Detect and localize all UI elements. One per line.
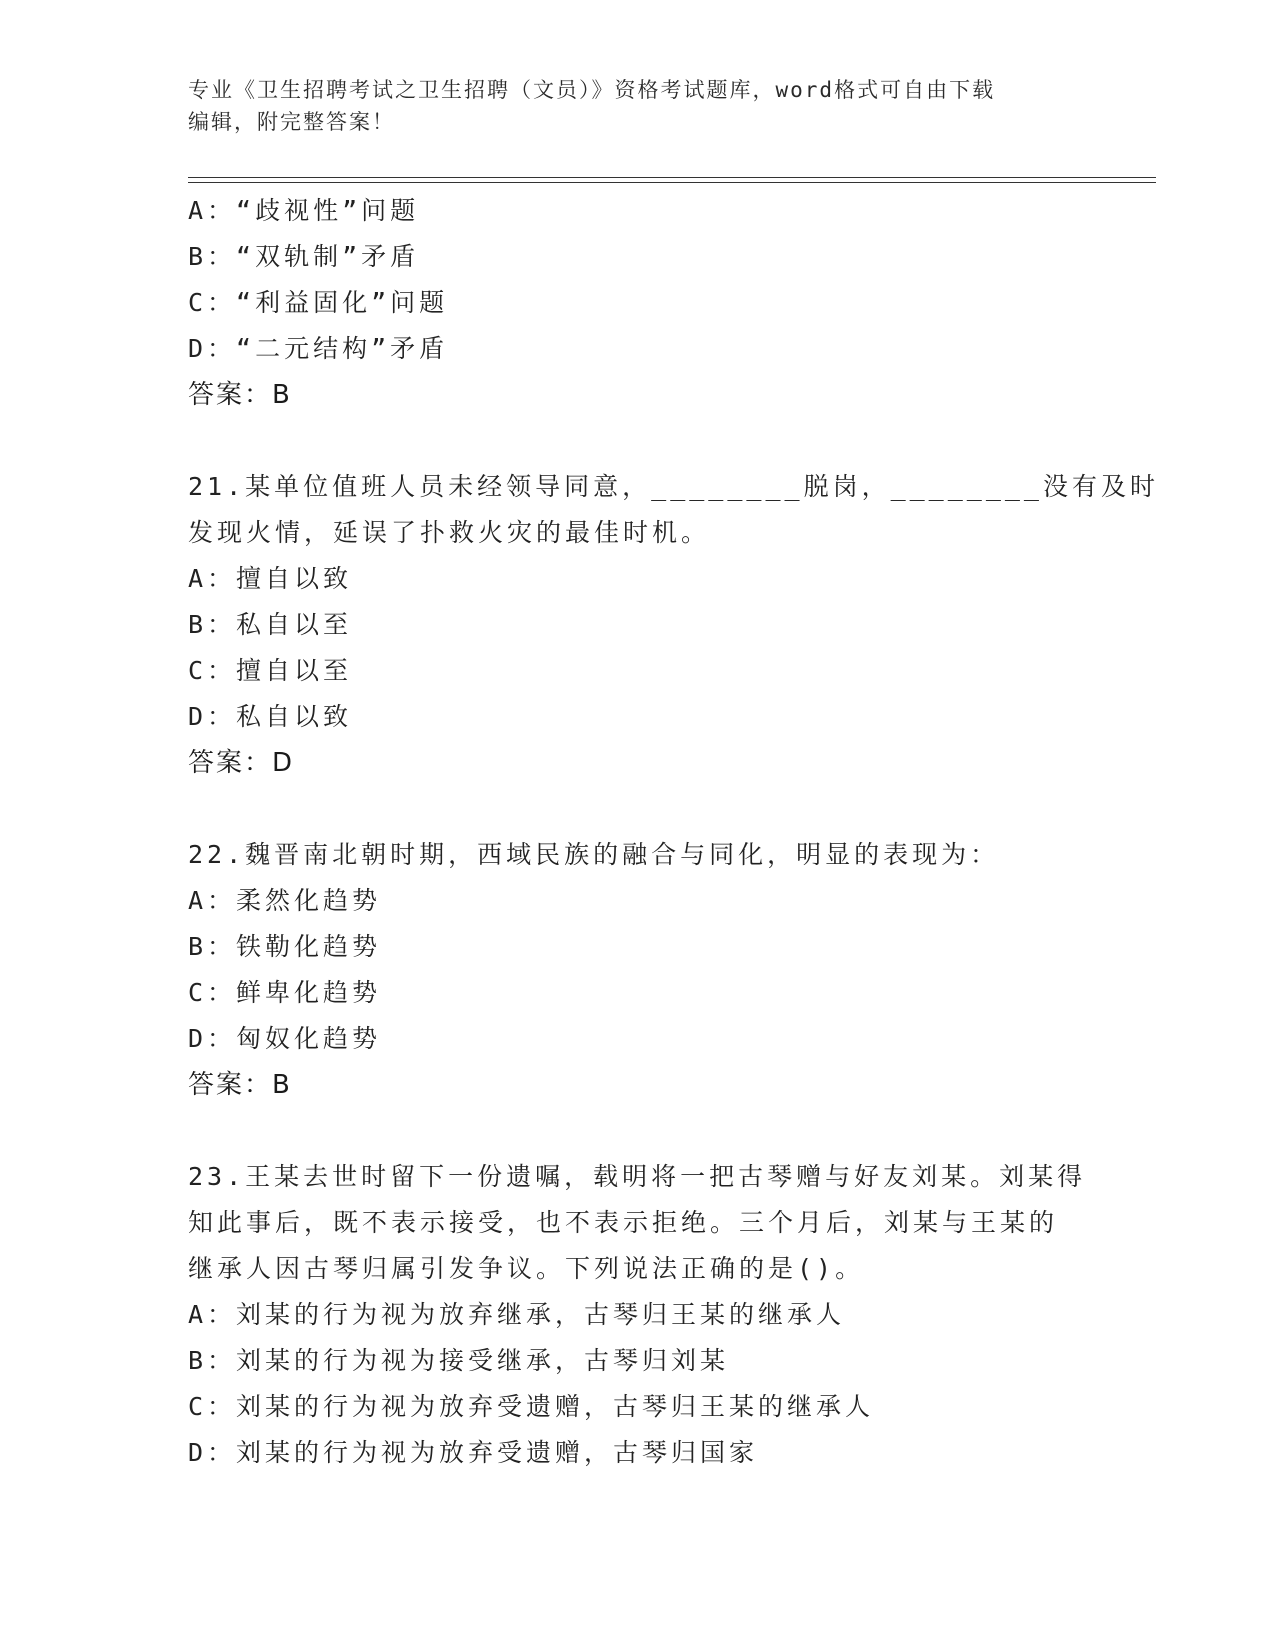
- header-line-2: 编辑，附完整答案！: [188, 110, 395, 134]
- option-c: C：擅自以至: [188, 656, 353, 685]
- option-b: B：刘某的行为视为接受继承，古琴归刘某: [188, 1346, 730, 1375]
- question-stem-line: 发现火情，延误了扑救火灾的最佳时机。: [188, 518, 711, 547]
- option-c: C：“利益固化”问题: [188, 288, 449, 317]
- question-list: [188, 188, 1159, 1476]
- option-a: A：擅自以致: [188, 564, 353, 593]
- answer-line: 答案：D: [188, 748, 295, 778]
- question-stem-line: 继承人因古琴归属引发争议。下列说法正确的是()。: [188, 1254, 865, 1283]
- spacer: [188, 1108, 1088, 1154]
- question-20-continued: [188, 188, 1088, 418]
- question-stem-line: 23.王某去世时留下一份遗嘱，载明将一把古琴赠与好友刘某。刘某得: [188, 1162, 1087, 1191]
- question-22: [188, 832, 1088, 1108]
- option-b: B：铁勒化趋势: [188, 932, 382, 961]
- option-a: A：刘某的行为视为放弃继承，古琴归王某的继承人: [188, 1300, 846, 1329]
- option-b: B：“双轨制”矛盾: [188, 242, 420, 271]
- option-d: D：匈奴化趋势: [188, 1024, 382, 1053]
- option-d: D：私自以致: [188, 702, 353, 731]
- question-stem-line: 21.某单位值班人员未经领导同意，________脱岗，________没有及时: [188, 472, 1159, 501]
- answer-line: 答案：B: [188, 1070, 292, 1100]
- question-stem-line: 知此事后，既不表示接受，也不表示拒绝。三个月后，刘某与王某的: [188, 1208, 1059, 1237]
- option-b: B：私自以至: [188, 610, 353, 639]
- option-c: C：刘某的行为视为放弃受遗赠，古琴归王某的继承人: [188, 1392, 875, 1421]
- header-divider-top: [188, 177, 1156, 178]
- spacer: [188, 786, 1088, 832]
- spacer: [188, 418, 1088, 464]
- document-header: [188, 74, 1088, 138]
- question-23: [188, 1154, 1088, 1476]
- option-d: D：“二元结构”矛盾: [188, 334, 449, 363]
- question-stem-line: 22.魏晋南北朝时期，西域民族的融合与同化，明显的表现为：: [188, 840, 1000, 869]
- header-divider-bottom: [188, 182, 1156, 183]
- answer-line: 答案：B: [188, 380, 292, 410]
- option-a: A：柔然化趋势: [188, 886, 382, 915]
- header-line-1: 专业《卫生招聘考试之卫生招聘（文员）》资格考试题库，word格式可自由下载: [188, 78, 996, 102]
- option-c: C：鲜卑化趋势: [188, 978, 382, 1007]
- option-d: D：刘某的行为视为放弃受遗赠，古琴归国家: [188, 1438, 759, 1467]
- option-a: A：“歧视性”问题: [188, 196, 420, 225]
- question-21: [188, 464, 1159, 786]
